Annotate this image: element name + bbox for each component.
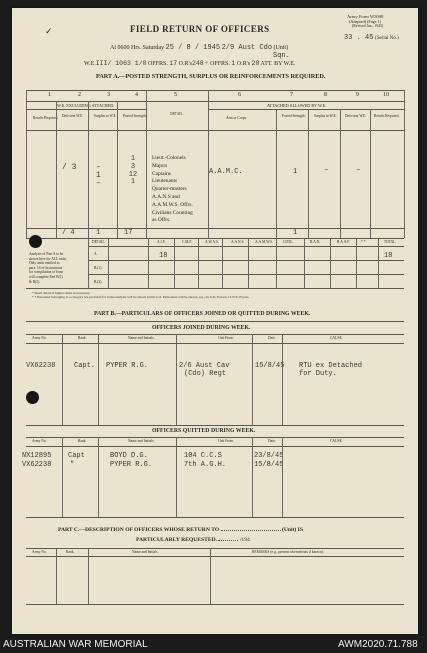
form-adapted: (Adapted) (Page 1) xyxy=(349,19,382,24)
form-revised: (Revised Jan., 1945) xyxy=(352,24,384,28)
part-c-heading: PART C.—DESCRIPTION OF OFFICERS WHOSE RETURN TO (Unit) IS xyxy=(58,527,303,533)
unit-sqn: Sqn. xyxy=(273,52,290,60)
deficient-mark: / 3 xyxy=(62,163,77,172)
footnotes: * Insert detail of higher ranks as necessary. * * Personnel belonging to a category not provided for in the analysis will be shown in this Col. Particulars will be shown, e.g., 2x U.K. Forces; 1x N.Z. Forces. xyxy=(32,291,250,299)
we-line: W.E.III/ 1063 1/0 OFFRS. 17 O.R's248 + OFFRS. 1 O.R's 20 ATT. BY W.E. xyxy=(84,60,296,67)
document-title: FIELD RETURN OF OFFICERS xyxy=(130,24,270,34)
part-a-heading: PART A.—POSTED STRENGTH, SURPLUS OR REINFORCEMENTS REQUIRED. xyxy=(96,73,326,80)
part-c-requested: PARTICULARLY REQUESTED. /194 xyxy=(136,537,250,543)
analysis-note: Analysis of Part A to be shown here for ALL units. Only units entitled in para. 16 of Instructions for compilation of form will complete Part B(1) & B(2). xyxy=(29,252,67,284)
corner-mark: ✓ xyxy=(45,26,53,36)
total-posted: 17 xyxy=(124,229,133,237)
analysis-aif-value: 18 xyxy=(159,252,168,260)
posted-strength-col: 1 3 12 1 xyxy=(128,155,138,187)
analysis-total-value: 18 xyxy=(384,252,393,260)
punch-hole xyxy=(26,391,39,404)
footer-institution: AUSTRALIAN WAR MEMORIAL xyxy=(3,639,148,650)
arm-or-corps: A.A.M.C. xyxy=(209,168,243,176)
quitted-heading: OFFICERS QUITTED DURING WEEK. xyxy=(152,428,256,434)
form-number: Army Form W3008 xyxy=(347,14,384,19)
punch-hole xyxy=(29,235,42,248)
joined-heading: OFFICERS JOINED DURING WEEK. xyxy=(152,325,251,331)
footer-accession: AWM2020.71.788 xyxy=(338,639,418,650)
part-b-heading: PART B.—PARTICULARS OF OFFICERS JOINED OR QUITTED DURING WEEK. xyxy=(94,311,311,317)
attached-posted: 1 xyxy=(293,168,298,176)
serial-number: 33 . 45 (Serial No.) xyxy=(344,34,399,42)
rank-list: Lieut.-Colonels Majors Captains Lieutenants Quarter-masters A.A.N.S and A.A.M.W.S. Offrs. Civilians Counting as Offrs. xyxy=(152,155,193,224)
total-attached: 1 xyxy=(293,229,298,237)
at-line: At 0600 Hrs. Saturday 25 / 8 / 1945 2/9 Aust Cdo (Unit) xyxy=(110,44,289,52)
document-page: Army Form W3008 (Adapted) (Page 1) (Revised Jan., 1945) ✓ FIELD RETURN OF OFFICERS 33 . 45 (Serial No.) At 0600 Hrs. Saturday 25 / 8 / 1945 2/9 Aust Cdo (Unit) Sqn. W.E.III/ 1063 1/0 OFFRS. 17 O.R's248 + OFFRS. 1 O.R's 20 ATT. BY W.E. PART A.—POSTED STRENGTH, SURPLUS OR REINFORCEMENTS REQUIRED. 1 2 3 4 5 6 7 8 9 10 W.E. EXCLUDING ATTACHED. ATTACHED ALLOWED BY W.E. Reinfts Required. Deficient W.E. Surplus to W.E. Posted Strength. DETAIL. Arm or Corps. Posted Strength. Surplus to W.E. Deficient W.E. Reinfts Required. Lieut.-Colonels Majors Captains Lieutenants Quarter-masters A.A.N.S and A.A.M.W.S. Offrs. Civilians Counting as Offrs. 1 3 12 1 / 3 – 1 – A.A.M.C. 1 – – / 4 1 17 1 Analysis of Part A to be shown here for ALL units. Only units entitled in para. 16 of Instructions for compilation of form will complete Part B(1) & B(2). DETAIL. A.I.F. C.M.F. A.W.A.S. A.A.N.S. A.A.M.W.S. CIVIL. R.A.N. R.A.A.F. * * TOTAL. A. B.(1) B.(2) 18 18 * Insert detail of higher ranks as necessary. * * Personnel belonging to a category not provided for in the analysis will be shown in this Col. Particulars will be shown, e.g., 2x U.K. Forces; 1x N.Z. Forces. PART B.—PARTICULARS OF OFFICERS JOINED OR QUITTED DURING WEEK. OFFICERS JOINED DURING WEEK. Army No. Rank. Name and Initials. Unit From. Date. CAUSE. VX62238 Capt. PYPER R.G. 2/6 Aust Cav (Cdo) Regt 15/8/45 RTU ex Detached for Duty. OFFICERS QUITTED DURING WEEK. Army No. Rank. Name and Initials. Unit From. Date. CAUSE. NX12895 Capt BOYD D.G. 104 C.C.S 23/8/45 VX62238 " PYPER R.G. 7th A.G.H. 15/8/45 PART C.—DESCRIPTION OF OFFICERS WHOSE RETURN TO (Unit) IS PARTICULARLY REQUESTED. /194 Army No. Rank. Name and Initials. REMARKS (e.g., present whereabouts if known). xyxy=(12,8,418,634)
